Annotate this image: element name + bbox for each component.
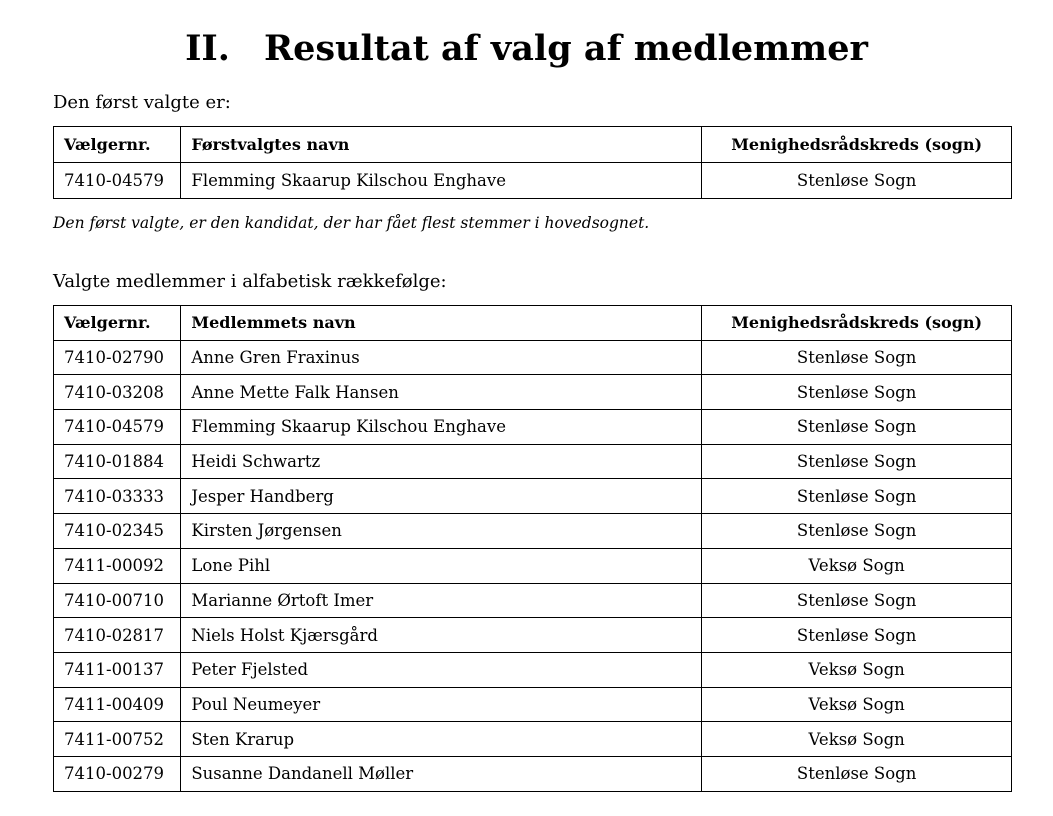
table-row — [54, 514, 1012, 549]
first-elected-intro: Den først valgte er: — [53, 92, 231, 113]
voter-number-cell: 7411-00137 — [54, 652, 181, 687]
table-row — [54, 583, 1012, 618]
parish-cell: Stenløse Sogn — [702, 410, 1012, 445]
voter-number-cell: 7410-02790 — [54, 340, 181, 375]
parish-cell: Stenløse Sogn — [702, 340, 1012, 375]
table-row — [54, 163, 1012, 199]
name-cell: Poul Neumeyer — [181, 687, 702, 722]
parish-cell: Veksø Sogn — [702, 548, 1012, 583]
name-cell: Flemming Skaarup Kilschou Enghave — [181, 410, 702, 445]
table-row — [54, 479, 1012, 514]
parish-cell: Veksø Sogn — [702, 722, 1012, 757]
table-row — [54, 652, 1012, 687]
table-row — [54, 340, 1012, 375]
voter-number-cell: 7410-00279 — [54, 756, 181, 791]
voter-number-cell: 7410-02817 — [54, 618, 181, 653]
table-header-row — [54, 306, 1012, 341]
column-header-voter-number: Vælgernr. — [54, 306, 181, 341]
table-header-row — [54, 127, 1012, 163]
members-table — [53, 305, 1012, 792]
name-cell: Sten Krarup — [181, 722, 702, 757]
parish-cell: Veksø Sogn — [702, 687, 1012, 722]
name-cell: Flemming Skaarup Kilschou Enghave — [181, 163, 702, 199]
column-header-voter-number: Vælgernr. — [54, 127, 181, 163]
voter-number-cell: 7411-00752 — [54, 722, 181, 757]
members-intro: Valgte medlemmer i alfabetisk rækkefølge: — [53, 271, 447, 292]
table-row — [54, 756, 1012, 791]
parish-cell: Stenløse Sogn — [702, 444, 1012, 479]
table-row — [54, 548, 1012, 583]
parish-cell: Stenløse Sogn — [702, 514, 1012, 549]
name-cell: Anne Mette Falk Hansen — [181, 375, 702, 410]
column-header-parish: Menighedsrådskreds (sogn) — [702, 127, 1012, 163]
name-cell: Susanne Dandanell Møller — [181, 756, 702, 791]
table-row — [54, 687, 1012, 722]
name-cell: Anne Gren Fraxinus — [181, 340, 702, 375]
voter-number-cell: 7410-04579 — [54, 410, 181, 445]
voter-number-cell: 7410-03208 — [54, 375, 181, 410]
parish-cell: Stenløse Sogn — [702, 583, 1012, 618]
voter-number-cell: 7410-04579 — [54, 163, 181, 199]
name-cell: Niels Holst Kjærsgård — [181, 618, 702, 653]
parish-cell: Stenløse Sogn — [702, 618, 1012, 653]
name-cell: Peter Fjelsted — [181, 652, 702, 687]
name-cell: Kirsten Jørgensen — [181, 514, 702, 549]
section-number: II. — [185, 28, 230, 69]
section-title: Resultat af valg af medlemmer — [264, 28, 868, 69]
parish-cell: Veksø Sogn — [702, 652, 1012, 687]
voter-number-cell: 7410-01884 — [54, 444, 181, 479]
first-elected-table — [53, 126, 1012, 199]
first-elected-note: Den først valgte, er den kandidat, der har fået flest stemmer i hovedsognet. — [53, 214, 650, 232]
table-row — [54, 444, 1012, 479]
page-title — [0, 26, 1053, 72]
name-cell: Lone Pihl — [181, 548, 702, 583]
parish-cell: Stenløse Sogn — [702, 163, 1012, 199]
table-row — [54, 722, 1012, 757]
column-header-parish: Menighedsrådskreds (sogn) — [702, 306, 1012, 341]
column-header-first-elected-name: Førstvalgtes navn — [181, 127, 702, 163]
table-row — [54, 618, 1012, 653]
parish-cell: Stenløse Sogn — [702, 756, 1012, 791]
name-cell: Jesper Handberg — [181, 479, 702, 514]
voter-number-cell: 7410-02345 — [54, 514, 181, 549]
name-cell: Heidi Schwartz — [181, 444, 702, 479]
parish-cell: Stenløse Sogn — [702, 375, 1012, 410]
name-cell: Marianne Ørtoft Imer — [181, 583, 702, 618]
voter-number-cell: 7411-00092 — [54, 548, 181, 583]
voter-number-cell: 7410-03333 — [54, 479, 181, 514]
voter-number-cell: 7410-00710 — [54, 583, 181, 618]
parish-cell: Stenløse Sogn — [702, 479, 1012, 514]
voter-number-cell: 7411-00409 — [54, 687, 181, 722]
table-row — [54, 410, 1012, 445]
column-header-member-name: Medlemmets navn — [181, 306, 702, 341]
table-row — [54, 375, 1012, 410]
